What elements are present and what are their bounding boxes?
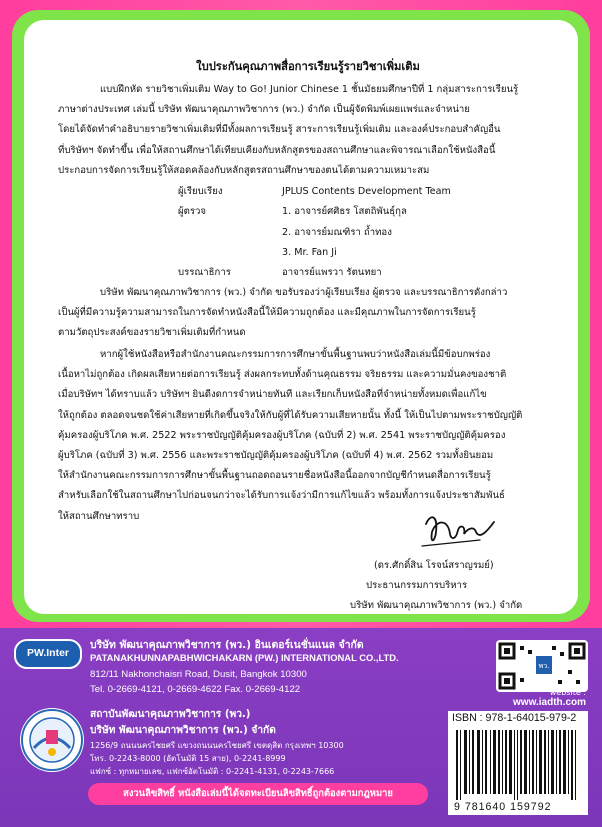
credit-role: ผู้ตรวจ bbox=[178, 206, 207, 217]
company-name-th: บริษัท พัฒนาคุณภาพวิชาการ (พว.) อินเตอร์เนชั่นแนล จำกัด bbox=[90, 639, 364, 651]
paragraph-line: เป็นผู้ที่มีความรู้ความสามารถในการจัดทำหนังสือนี้ให้มีความถูกต้อง และมีคุณภาพในการจัดการเรียนรู้ bbox=[58, 307, 476, 319]
signer-company: บริษัท พัฒนาคุณภาพวิชาการ (พว.) จำกัด bbox=[350, 600, 523, 611]
paragraph-line: คุ้มครองผู้บริโภค พ.ศ. 2522 พระราชบัญญัติคุ้มครองผู้บริโภค (ฉบับที่ 2) พ.ศ. 2541 พระราชบัญญัติคุ้มครอง bbox=[58, 429, 506, 441]
credit-role: บรรณาธิการ bbox=[178, 267, 231, 278]
paragraph-line: ให้ถูกต้อง ตลอดจนชดใช้ค่าเสียหายที่เกิดขึ้นจริงให้กับผู้ที่ได้รับความเสียหายนั้น ทั้งนี้ ให้เป็นไปตามพระราชบัญญัติ bbox=[58, 409, 523, 421]
paragraph-line: แบบฝึกหัด รายวิชาเพิ่มเติม Way to Go! Junior Chinese 1 ชั้นมัธยมศึกษาปีที่ 1 กลุ่มสาระการเรียนรู้ bbox=[100, 84, 519, 95]
paragraph-guarantee bbox=[58, 283, 558, 344]
institute-emblem-icon bbox=[20, 708, 84, 772]
document-title: ใบประกันคุณภาพสื่อการเรียนรู้รายวิชาเพิ่มเติม bbox=[196, 60, 420, 73]
credit-name: JPLUS Contents Development Team bbox=[282, 186, 451, 197]
institute-name: สถาบันพัฒนาคุณภาพวิชาการ (พว.) bbox=[90, 709, 251, 720]
paragraph-line: บริษัท พัฒนาคุณภาพวิชาการ (พว.) จำกัด ขอรับรองว่าผู้เรียบเรียง ผู้ตรวจ และบรรณาธิการดังกล่าว bbox=[100, 287, 508, 298]
pw-inter-logo: PW.Inter bbox=[14, 639, 82, 669]
signature bbox=[420, 510, 500, 550]
paragraph-line: หากผู้ใช้หนังสือหรือสำนักงานคณะกรรมการการศึกษาขั้นพื้นฐานพบว่าหนังสือเล่มนี้มีข้อบกพร่อง bbox=[100, 349, 491, 360]
institute-logo bbox=[20, 708, 84, 772]
paragraph-line: ให้สถานศึกษาทราบ bbox=[58, 510, 140, 522]
credit-name: 2. อาจารย์มณฑิรา ถ้ำทอง bbox=[282, 227, 392, 238]
paragraph-line: ภาษาต่างประเทศ เล่มนี้ บริษัท พัฒนาคุณภาพวิชาการ (พว.) จำกัด เป็นผู้จัดพิมพ์เผยแพร่และจำหน่าย bbox=[58, 104, 470, 116]
credit-name: 3. Mr. Fan Ji bbox=[282, 247, 337, 258]
company-name-en: PATANAKHUNNAPABHWICHAKARN (PW.) INTERNATIONAL CO.,LTD. bbox=[90, 652, 399, 663]
paragraph-line: ที่บริษัทฯ จัดทำขึ้น เพื่อให้สถานศึกษาได้เทียบเคียงกับหลักสูตรของสถานศึกษาและพิจารณาเลือกใช้หนังสือนี้ bbox=[58, 144, 496, 156]
paragraph-intro bbox=[58, 80, 558, 181]
signer-name: (ดร.ศักดิ์สิน โรจน์สราญรมย์) bbox=[374, 560, 494, 571]
paragraph-line: สำหรับเลือกใช้ในสถานศึกษาไปก่อนจนกว่าจะได้รับการแจ้งว่ามีการแก้ไขแล้ว พร้อมทั้งการแจ้งประชาสัมพันธ์ bbox=[58, 490, 505, 502]
barcode-digits: 9 781640 159792 bbox=[454, 801, 552, 813]
company-phone: Tel. 0-2669-4121, 0-2669-4622 Fax. 0-2669-4122 bbox=[90, 684, 301, 695]
paragraph-line: ให้สำนักงานคณะกรรมการการศึกษาขั้นพื้นฐานถอดถอนรายชื่อหนังสือนี้ออกจากบัญชีกำหนดสื่อการเรียนรู้ bbox=[58, 470, 491, 482]
qr-label: พว. bbox=[538, 662, 550, 670]
company-address: 812/11 Nakhonchaisri Road, Dusit, Bangkok 10300 bbox=[90, 669, 307, 680]
paragraph-liability bbox=[58, 345, 558, 527]
isbn-text: ISBN : 978-1-64015-979-2 bbox=[452, 712, 577, 724]
paragraph-line: เมื่อบริษัทฯ ได้ทราบแล้ว บริษัทฯ ยินดีงดการจำหน่ายทันที และเรียกเก็บหนังสือที่จำหน่ายทั้งหมดเพื่อแก้ไข bbox=[58, 389, 487, 401]
website-url[interactable]: www.iadth.com bbox=[513, 697, 586, 708]
signer-block bbox=[350, 556, 574, 611]
barcode-icon bbox=[456, 730, 580, 800]
website bbox=[432, 688, 586, 708]
credit-role: ผู้เรียบเรียง bbox=[178, 186, 223, 197]
institute-address: 1256/9 ถนนนครไชยศรี แขวงถนนนครไชยศรี เขตดุสิต กรุงเทพฯ 10300 bbox=[90, 741, 344, 750]
credit-name: อาจารย์แพรวา รัตนทยา bbox=[282, 267, 382, 278]
signer-title: ประธานกรรมการบริหาร bbox=[366, 580, 468, 591]
institute-company: บริษัท พัฒนาคุณภาพวิชาการ (พว.) จำกัด bbox=[90, 725, 276, 736]
website-label: website : bbox=[549, 688, 586, 697]
copyright-notice: สงวนลิขสิทธิ์ หนังสือเล่มนี้ได้จดทะเบียนลิขสิทธิ์ถูกต้องตามกฎหมาย bbox=[88, 783, 428, 805]
credit-name: 1. อาจารย์ศศิธร โสตถิพันธุ์กุล bbox=[282, 206, 407, 217]
paragraph-line: เนื้อหาไม่ถูกต้อง เกิดผลเสียหายต่อการเรียนรู้ ส่งผลกระทบทั้งด้านคุณธรรม จริยธรรม และความมั่นคงของชาติ bbox=[58, 369, 507, 381]
qr-code-icon bbox=[496, 640, 588, 692]
paragraph-line: โดยได้จัดทำคำอธิบายรายวิชาเพิ่มเติมที่มีทั้งผลการเรียนรู้ สาระการเรียนรู้เพิ่มเติม และองค์ประกอบสำคัญอื่น bbox=[58, 124, 501, 136]
paragraph-line: ผู้บริโภค (ฉบับที่ 3) พ.ศ. 2556 และพระราชบัญญัติคุ้มครองผู้บริโภค (ฉบับที่ 4) พ.ศ. 2562 รวมทั้งยินยอม bbox=[58, 449, 494, 461]
institute-fax: แฟกซ์ : ทุกหมายเลข, แฟกซ์อัตโนมัติ : 0-2241-4131, 0-2243-7666 bbox=[90, 767, 335, 776]
institute-phone: โทร. 0-2243-8000 (อัตโนมัติ 15 สาย), 0-2241-8999 bbox=[90, 754, 286, 763]
paragraph-line: ตามวัตถุประสงค์ของรายวิชาเพิ่มเติมที่กำหนด bbox=[58, 327, 246, 339]
paragraph-line: ประกอบการจัดการเรียนรู้ให้สอดคล้องกับหลักสูตรสถานศึกษาของตนได้ตามความเหมาะสม bbox=[58, 164, 430, 176]
